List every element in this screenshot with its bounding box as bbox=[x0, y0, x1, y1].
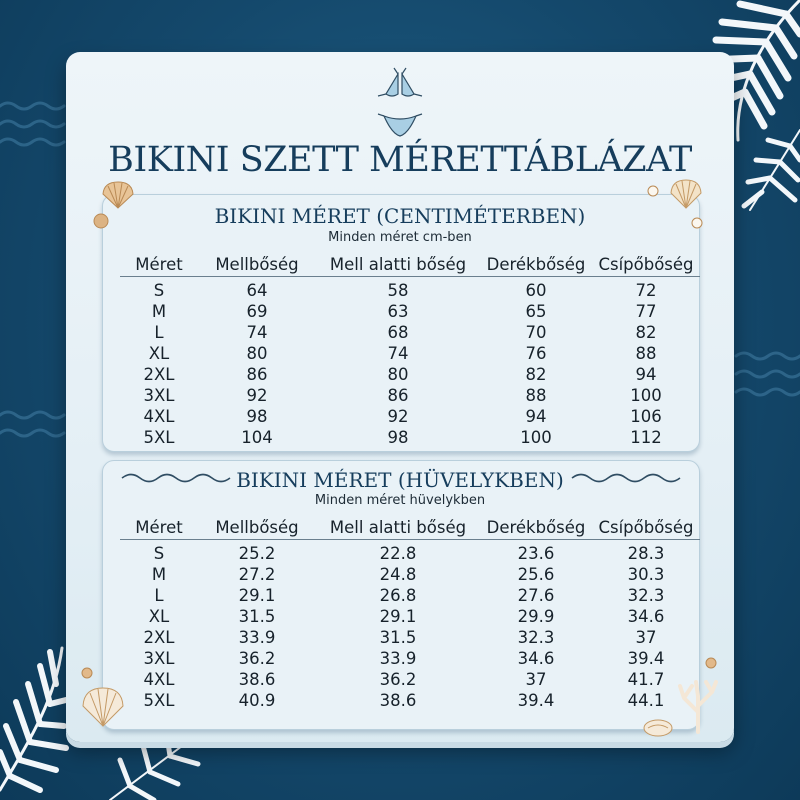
table-row bbox=[120, 627, 700, 648]
size-cell: 5XL bbox=[143, 691, 175, 710]
table-header-row bbox=[120, 515, 700, 540]
waist-cell: 37 bbox=[525, 670, 547, 689]
waist-cell: 32.3 bbox=[517, 628, 555, 647]
waist-cell: 76 bbox=[525, 344, 547, 363]
table-row bbox=[120, 280, 700, 301]
hip-cell: 77 bbox=[635, 302, 657, 321]
underbust-cell: 22.8 bbox=[379, 544, 417, 563]
waist-cell: 29.9 bbox=[517, 607, 555, 626]
bust-cell: 29.1 bbox=[238, 586, 276, 605]
column-header-underbust: Mell alatti bőség bbox=[329, 517, 467, 537]
bust-cell: 27.2 bbox=[238, 565, 276, 584]
cm-size-table bbox=[120, 252, 700, 448]
column-header-hip: Csípőbőség bbox=[598, 517, 694, 537]
waist-cell: 23.6 bbox=[517, 544, 555, 563]
hip-cell: 32.3 bbox=[627, 586, 665, 605]
hip-cell: 94 bbox=[635, 365, 657, 384]
waist-cell: 25.6 bbox=[517, 565, 555, 584]
palm-leaf-icon bbox=[0, 648, 66, 790]
bust-cell: 25.2 bbox=[238, 544, 276, 563]
hip-cell: 106 bbox=[630, 407, 662, 426]
column-header-underbust: Mell alatti bőség bbox=[329, 254, 467, 274]
underbust-cell: 36.2 bbox=[379, 670, 417, 689]
bust-cell: 98 bbox=[246, 407, 268, 426]
table-row bbox=[120, 343, 700, 364]
inch-section-subtitle: Minden méret hüvelykben bbox=[314, 493, 486, 508]
hip-cell: 39.4 bbox=[627, 649, 665, 668]
table-row bbox=[120, 364, 700, 385]
hip-cell: 44.1 bbox=[627, 691, 665, 710]
underbust-cell: 86 bbox=[387, 386, 409, 405]
size-cell: 4XL bbox=[143, 407, 175, 426]
table-row bbox=[120, 427, 700, 448]
hip-cell: 30.3 bbox=[627, 565, 665, 584]
size-cell: 3XL bbox=[143, 649, 175, 668]
bust-cell: 38.6 bbox=[238, 670, 276, 689]
size-cell: M bbox=[151, 302, 167, 321]
pearl-icon bbox=[80, 666, 94, 680]
underbust-cell: 80 bbox=[387, 365, 409, 384]
pearl-icon bbox=[690, 216, 704, 230]
pearl-icon bbox=[704, 656, 718, 670]
column-header-hip: Csípőbőség bbox=[598, 254, 694, 274]
table-row bbox=[120, 585, 700, 606]
underbust-cell: 33.9 bbox=[379, 649, 417, 668]
table-row bbox=[120, 385, 700, 406]
size-cell: 2XL bbox=[143, 628, 175, 647]
underbust-cell: 38.6 bbox=[379, 691, 417, 710]
size-cell: S bbox=[153, 281, 165, 300]
table-row bbox=[120, 301, 700, 322]
waist-cell: 34.6 bbox=[517, 649, 555, 668]
column-header-waist: Derékbőség bbox=[486, 517, 586, 537]
column-header-bust: Mellbőség bbox=[215, 254, 299, 274]
underbust-cell: 68 bbox=[387, 323, 409, 342]
bust-cell: 86 bbox=[246, 365, 268, 384]
page-title: BIKINI SZETT MÉRETTÁBLÁZAT bbox=[108, 140, 692, 180]
hip-cell: 112 bbox=[630, 428, 662, 447]
table-row bbox=[120, 669, 700, 690]
size-cell: 4XL bbox=[143, 670, 175, 689]
pearl-icon bbox=[646, 184, 660, 198]
bust-cell: 104 bbox=[241, 428, 273, 447]
underbust-cell: 58 bbox=[387, 281, 409, 300]
size-cell: S bbox=[153, 544, 165, 563]
size-cell: XL bbox=[148, 344, 170, 363]
underbust-cell: 63 bbox=[387, 302, 409, 321]
size-cell: L bbox=[154, 323, 164, 342]
underbust-cell: 24.8 bbox=[379, 565, 417, 584]
column-header-size: Méret bbox=[135, 254, 183, 274]
background-waves-right bbox=[736, 353, 800, 395]
underbust-cell: 26.8 bbox=[379, 586, 417, 605]
size-cell: XL bbox=[148, 607, 170, 626]
bust-cell: 92 bbox=[246, 386, 268, 405]
bust-cell: 80 bbox=[246, 344, 268, 363]
underbust-cell: 92 bbox=[387, 407, 409, 426]
bust-cell: 31.5 bbox=[238, 607, 276, 626]
bust-cell: 40.9 bbox=[238, 691, 276, 710]
column-header-bust: Mellbőség bbox=[215, 517, 299, 537]
waist-cell: 39.4 bbox=[517, 691, 555, 710]
bust-cell: 69 bbox=[246, 302, 268, 321]
waist-cell: 88 bbox=[525, 386, 547, 405]
hip-cell: 37 bbox=[635, 628, 657, 647]
hip-cell: 82 bbox=[635, 323, 657, 342]
size-cell: 2XL bbox=[143, 365, 175, 384]
size-cell: L bbox=[154, 586, 164, 605]
bust-cell: 74 bbox=[246, 323, 268, 342]
waist-cell: 94 bbox=[525, 407, 547, 426]
table-header-row bbox=[120, 252, 700, 277]
coral-icon bbox=[672, 676, 724, 734]
cm-section-title: BIKINI MÉRET (CENTIMÉTERBEN) bbox=[214, 204, 586, 228]
seashell-icon bbox=[92, 212, 110, 230]
column-header-waist: Derékbőség bbox=[486, 254, 586, 274]
seashell-icon bbox=[642, 718, 674, 738]
seashell-icon bbox=[80, 686, 126, 728]
waist-cell: 82 bbox=[525, 365, 547, 384]
cm-section-subtitle: Minden méret cm-ben bbox=[328, 230, 472, 245]
waist-cell: 65 bbox=[525, 302, 547, 321]
hip-cell: 88 bbox=[635, 344, 657, 363]
bust-cell: 33.9 bbox=[238, 628, 276, 647]
hip-cell: 28.3 bbox=[627, 544, 665, 563]
underbust-cell: 98 bbox=[387, 428, 409, 447]
seashell-icon bbox=[100, 180, 136, 210]
bust-cell: 64 bbox=[246, 281, 268, 300]
underbust-cell: 29.1 bbox=[379, 607, 417, 626]
table-row bbox=[120, 543, 700, 564]
table-row bbox=[120, 690, 700, 711]
table-row bbox=[120, 606, 700, 627]
hip-cell: 100 bbox=[630, 386, 662, 405]
seashell-icon bbox=[668, 178, 704, 210]
hip-cell: 34.6 bbox=[627, 607, 665, 626]
bust-cell: 36.2 bbox=[238, 649, 276, 668]
waist-cell: 27.6 bbox=[517, 586, 555, 605]
size-cell: M bbox=[151, 565, 167, 584]
column-header-size: Méret bbox=[135, 517, 183, 537]
table-row bbox=[120, 322, 700, 343]
inch-size-table bbox=[120, 515, 700, 711]
hip-cell: 41.7 bbox=[627, 670, 665, 689]
size-cell: 3XL bbox=[143, 386, 175, 405]
underbust-cell: 74 bbox=[387, 344, 409, 363]
underbust-cell: 31.5 bbox=[379, 628, 417, 647]
table-row bbox=[120, 648, 700, 669]
bikini-icon bbox=[374, 64, 426, 138]
table-row bbox=[120, 406, 700, 427]
waist-cell: 60 bbox=[525, 281, 547, 300]
hip-cell: 72 bbox=[635, 281, 657, 300]
size-cell: 5XL bbox=[143, 428, 175, 447]
waist-cell: 100 bbox=[520, 428, 552, 447]
inch-section-title: BIKINI MÉRET (HÜVELYKBEN) bbox=[236, 468, 564, 492]
waist-cell: 70 bbox=[525, 323, 547, 342]
table-row bbox=[120, 564, 700, 585]
